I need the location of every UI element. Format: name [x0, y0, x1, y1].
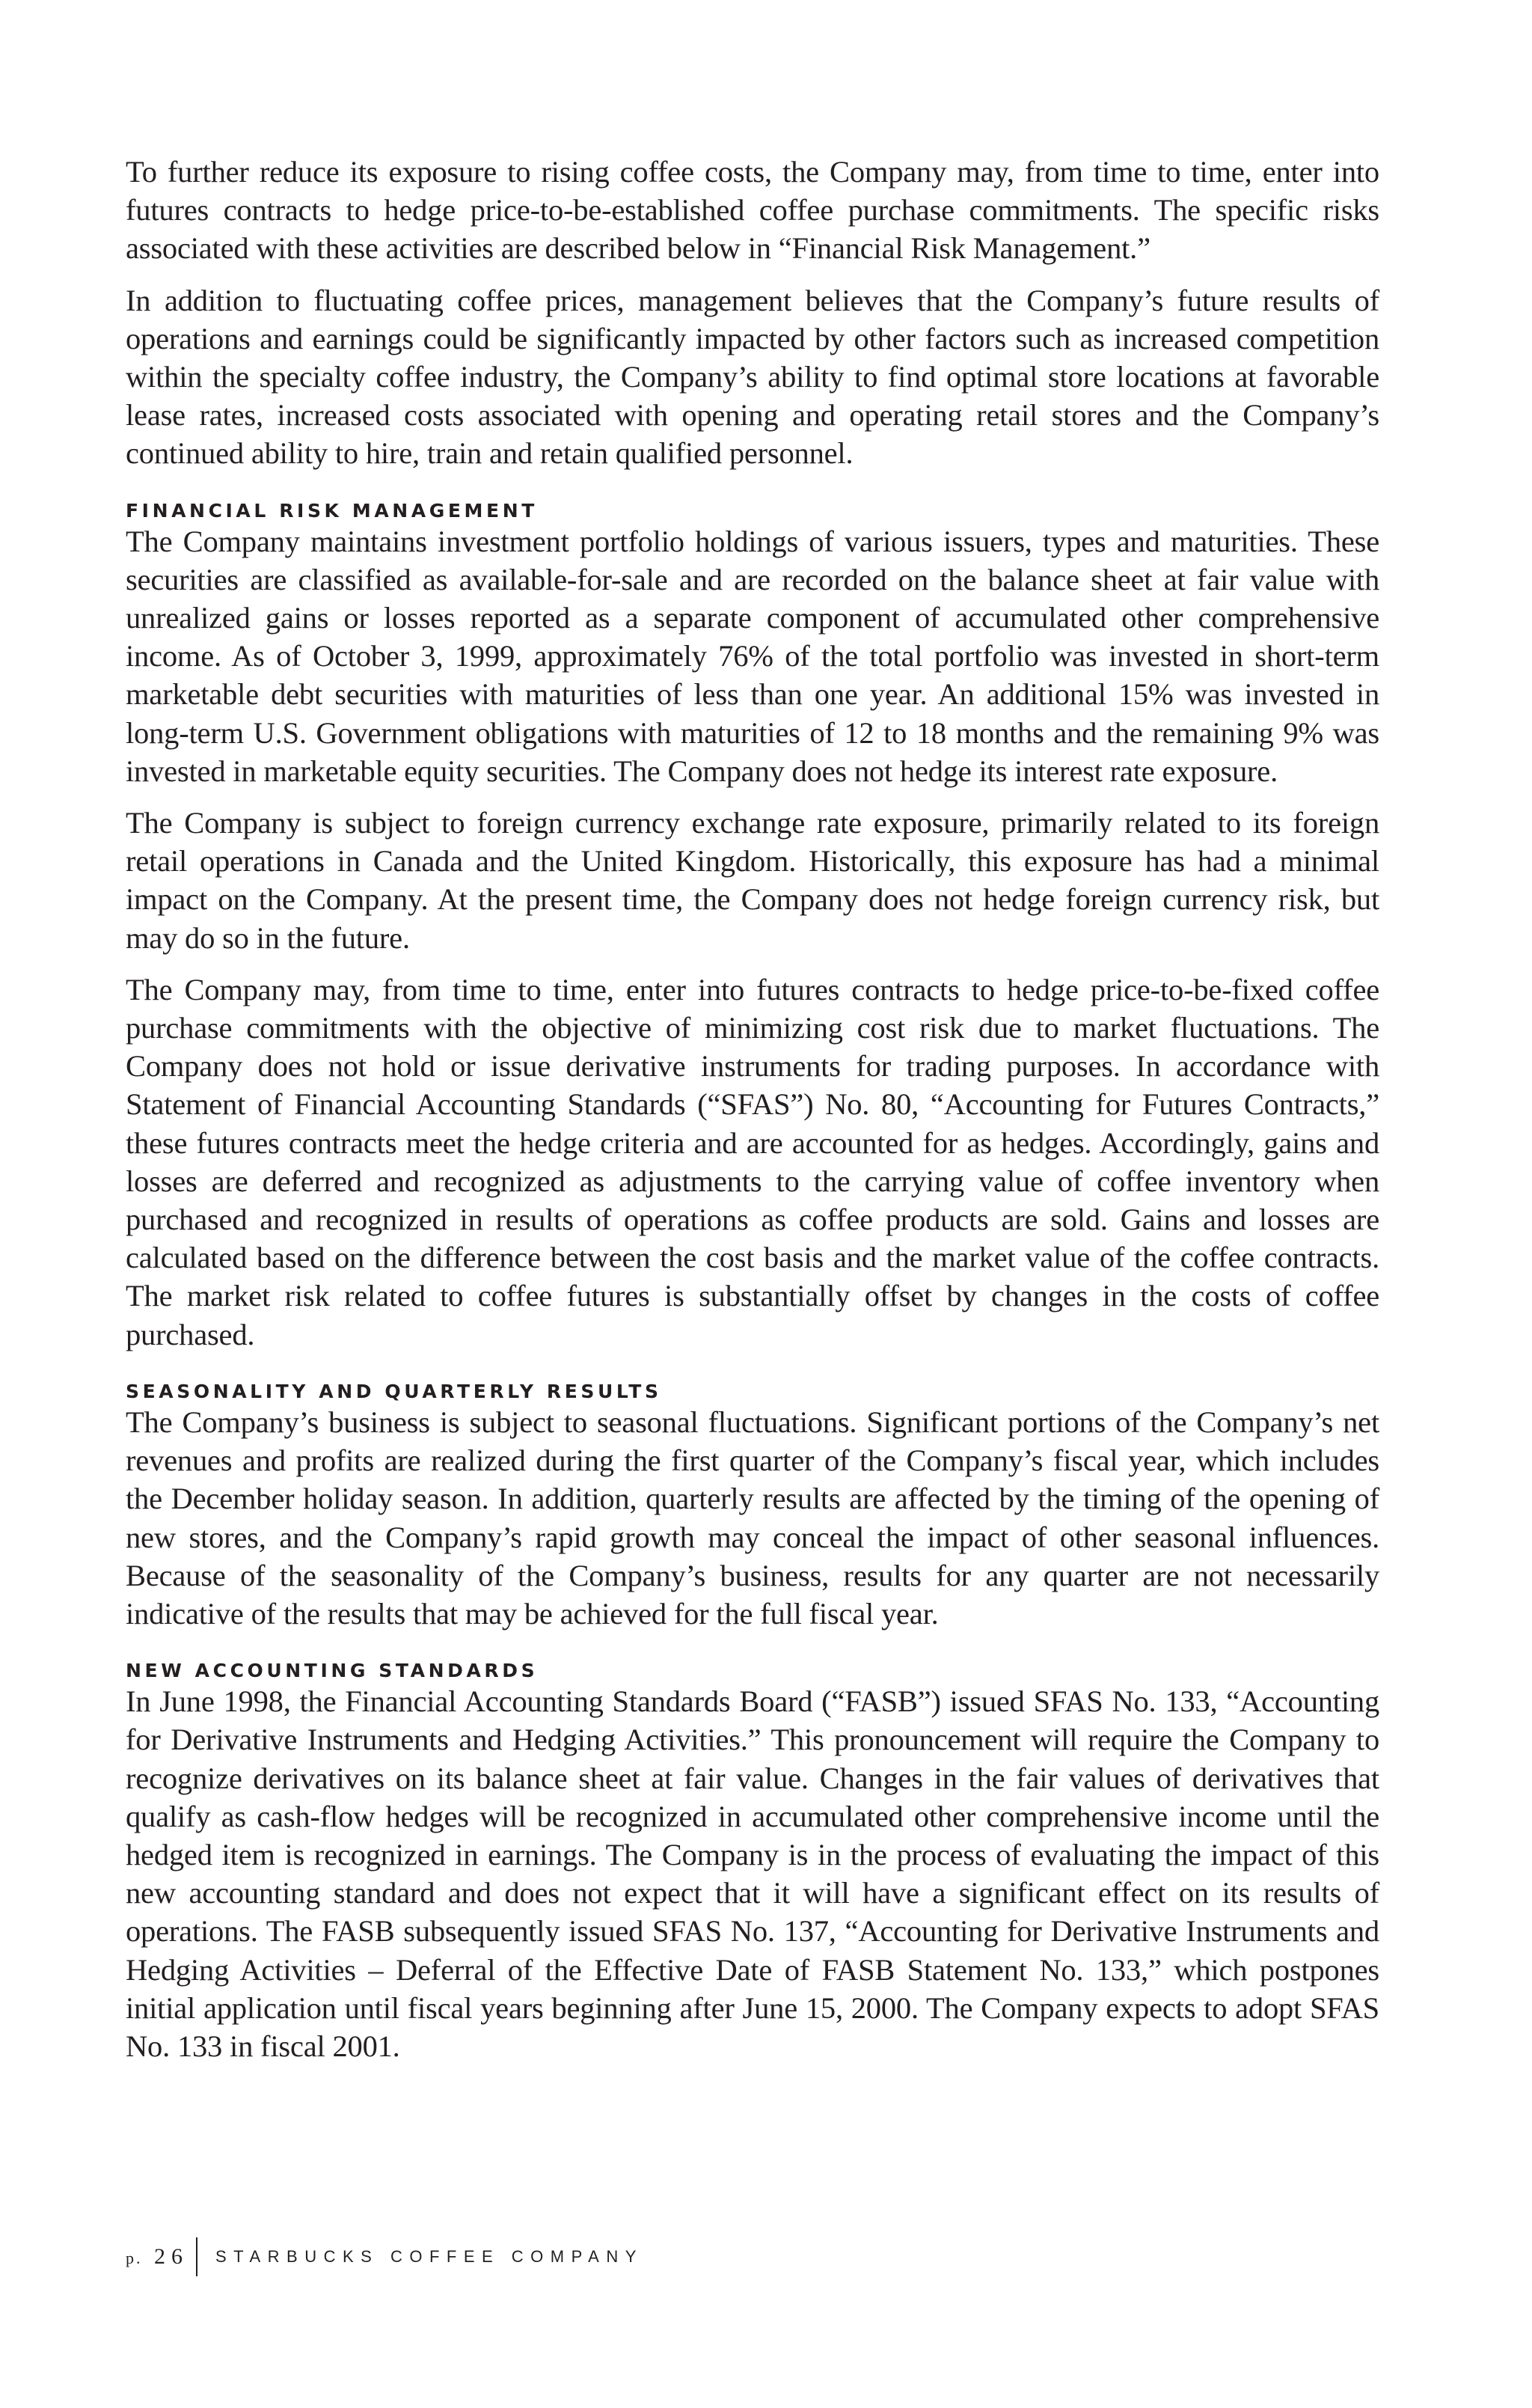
body-paragraph: The Company maintains investment portfolio holdings of various issuers, types and maturities. These securities are classified as available-for-sale and are recorded on the balance sheet at fair value with unrealized gains or losses reported as a separate component of accumulated other comprehensive income. As of October 3, 1999, approximately 76% of the total portfolio was invested in short-term marketable debt securities with maturities of less than one year. An additional 15% was invested in long-term U.S. Government obligations with maturities of 12 to 18 months and the remaining 9% was invested in marketable equity securities. The Company does not hedge its interest rate exposure. [126, 524, 1379, 788]
body-paragraph: In June 1998, the Financial Accounting Standards Board (“FASB”) issued SFAS No. 133, “Accounting for Derivative Instruments and Hedging Activities.” This pronouncement will require the Company to recognize derivatives on its balance sheet at fair value. Changes in the fair values of derivatives that qualify as cash-flow hedges will be recognized in accumulated other comprehensive income until the hedged item is recognized in earnings. The Company is in the process of evaluating the impact of this new accounting standard and does not expect that it will have a significant effect on its results of operations. The FASB subsequently issued SFAS No. 137, “Accounting for Derivative Instruments and Hedging Activities – Deferral of the Effective Date of FASB Statement No. 133,” which postpones initial application until fiscal years beginning after June 15, 2000. The Company expects to adopt SFAS No. 133 in fiscal 2001. [126, 1684, 1379, 2063]
page-number: 26 [154, 2244, 189, 2269]
page-number-label [126, 2244, 189, 2270]
company-name: STARBUCKS COFFEE COMPANY [215, 2247, 643, 2266]
section-new-accounting-standards [126, 1660, 1379, 2065]
section-financial-risk-management [126, 501, 1379, 1354]
section-seasonality-and-quarterly-results [126, 1381, 1379, 1633]
body-paragraph: The Company is subject to foreign currency exchange rate exposure, primarily related to its foreign retail operations in Canada and the United Kingdom. Historically, this exposure has had a minimal impact on the Company. At the present time, the Company does not hedge foreign currency risk, but may do so in the future. [126, 806, 1379, 955]
footer-divider [196, 2237, 197, 2276]
page-prefix: p. [126, 2249, 143, 2267]
section-heading: SEASONALITY AND QUARTERLY RESULTS [126, 1380, 662, 1402]
body-paragraph: To further reduce its exposure to rising coffee costs, the Company may, from time to time, enter into futures contracts to hedge price-to-be-established coffee purchase commitments. The specific risks associated with these activities are described below in “Financial Risk Management.” [126, 155, 1379, 266]
page-footer [126, 2237, 643, 2276]
section-heading: FINANCIAL RISK MANAGEMENT [126, 499, 538, 522]
body-paragraph: The Company’s business is subject to seasonal fluctuations. Significant portions of the Company’s net revenues and profits are realized during the first quarter of the Company’s fiscal year, which includes the December holiday season. In addition, quarterly results are affected by the timing of the opening of new stores, and the Company’s rapid growth may conceal the impact of other seasonal influences. Because of the seasonality of the Company’s business, results for any quarter are not necessarily indicative of the results that may be achieved for the full fiscal year. [126, 1405, 1379, 1631]
body-paragraph: In addition to fluctuating coffee prices, management believes that the Company’s future results of operations and earnings could be significantly impacted by other factors such as increased competition within the specialty coffee industry, the Company’s ability to find optimal store locations at favorable lease rates, increased costs associated with opening and operating retail stores and the Company’s continued ability to hire, train and retain qualified personnel. [126, 283, 1379, 471]
body-paragraph: The Company may, from time to time, enter into futures contracts to hedge price-to-be-fixed coffee purchase commitments with the objective of minimizing cost risk due to market fluctuations. The Company does not hold or issue derivative instruments for trading purposes. In accordance with Statement of Financial Accounting Standards (“SFAS”) No. 80, “Accounting for Futures Contracts,” these futures contracts meet the hedge criteria and are accounted for as hedges. Accordingly, gains and losses are deferred and recognized as adjustments to the carrying value of coffee inventory when purchased and recognized in results of operations as coffee products are sold. Gains and losses are calculated based on the difference between the cost basis and the market value of the coffee contracts. The market risk related to coffee futures is substantially offset by changes in the costs of coffee purchased. [126, 972, 1379, 1351]
section-heading: NEW ACCOUNTING STANDARDS [126, 1660, 539, 1682]
document-body [126, 153, 1379, 2079]
